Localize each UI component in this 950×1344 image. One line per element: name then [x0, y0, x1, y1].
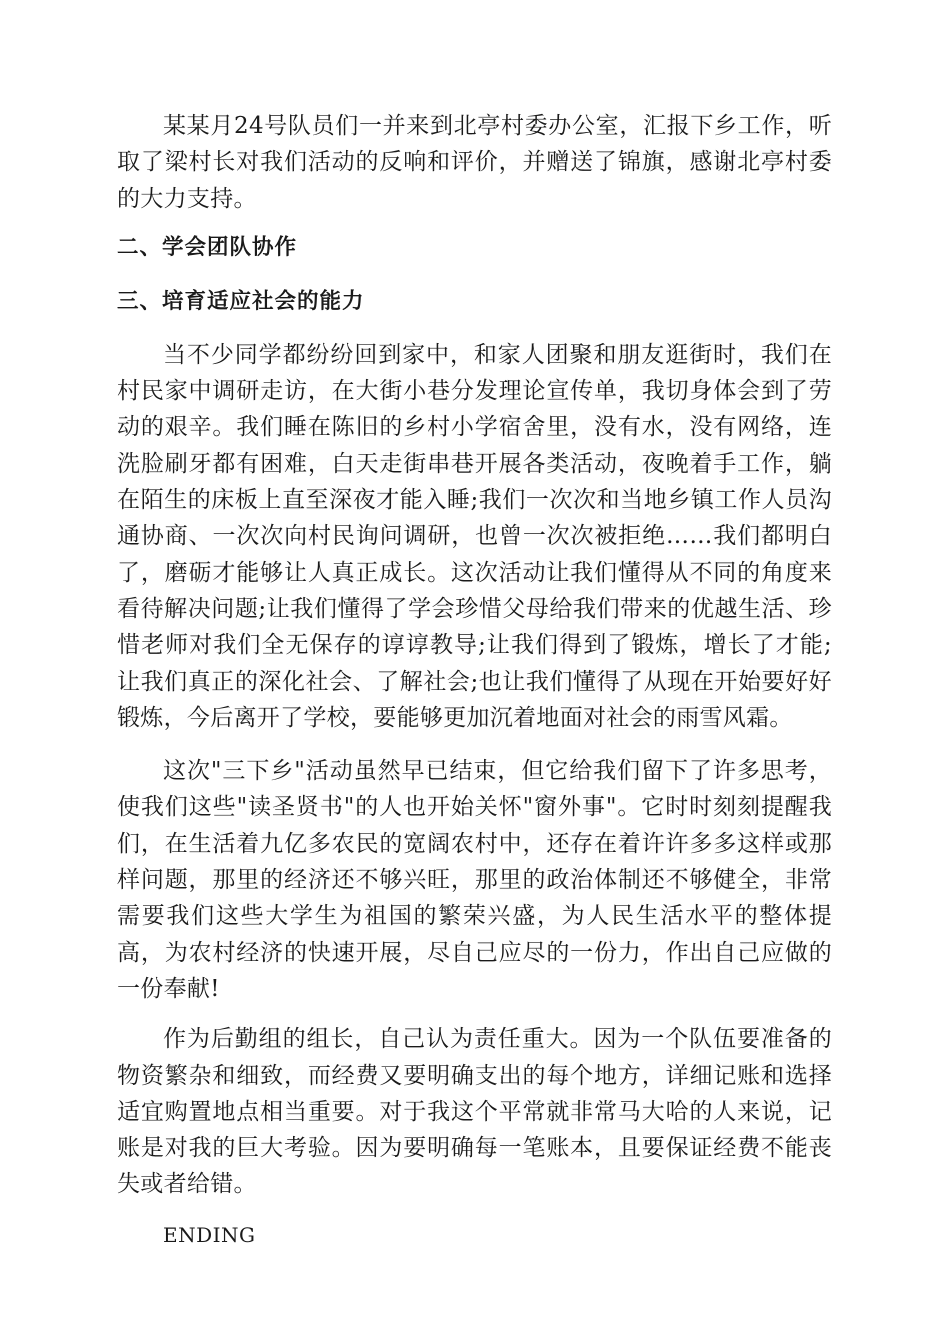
- paragraph-reflection: 这次"三下乡"活动虽然早已结束，但它给我们留下了许多思考，使我们这些"读圣贤书"的人也开始关怀"窗外事"。它时时刻刻提醒我们，在生活着九亿多农民的宽阔农村中，还存在着许许多多这样或那样问题，那里的经济还不够兴旺，那里的政治体制还不够健全，非常需要我们这些大学生为祖国的繁荣兴盛，为人民生活水平的整体提高，为农村经济的快速开展，尽自己应尽的一份力，作出自己应做的一份奉献!: [117, 758, 832, 1002]
- section-heading-social-adaptation: 三、培育适应社会的能力: [117, 288, 365, 314]
- section-heading-teamwork: 二、学会团队协作: [117, 234, 298, 260]
- paragraph-logistics-role: 作为后勤组的组长，自己认为责任重大。因为一个队伍要准备的物资繁杂和细致，而经费又要明确支出的每个地方，详细记账和选择适宜购置地点相当重要。对于我这个平常就非常马大哈的人来说，记账是对我的巨大考验。因为要明确每一笔账本，且要保证经费不能丧失或者给错。: [117, 1026, 832, 1198]
- paragraph-village-report: 某某月24号队员们一并来到北亭村委办公室，汇报下乡工作，听取了梁村长对我们活动的反响和评价，并赠送了锦旗，感谢北亭村委的大力支持。: [117, 113, 832, 212]
- paragraph-hardship-experience: 当不少同学都纷纷回到家中，和家人团聚和朋友逛街时，我们在村民家中调研走访，在大街小巷分发理论宣传单，我切身体会到了劳动的艰辛。我们睡在陈旧的乡村小学宿舍里，没有水，没有网络，连洗脸刷牙都有困难，白天走街串巷开展各类活动，夜晚着手工作，躺在陌生的床板上直至深夜才能入睡;我们一次次和当地乡镇工作人员沟通协商、一次次向村民询问调研，也曾一次次被拒绝……我们都明白了，磨砺才能够让人真正成长。这次活动让我们懂得从不同的角度来看待解决问题;让我们懂得了学会珍惜父母给我们带来的优越生活、珍惜老师对我们全无保存的谆谆教导;让我们得到了锻炼，增长了才能;让我们真正的深化社会、了解社会;也让我们懂得了从现在开始要好好锻炼，今后离开了学校，要能够更加沉着地面对社会的雨雪风霜。: [117, 341, 832, 731]
- ending-label: ENDING: [163, 1222, 256, 1247]
